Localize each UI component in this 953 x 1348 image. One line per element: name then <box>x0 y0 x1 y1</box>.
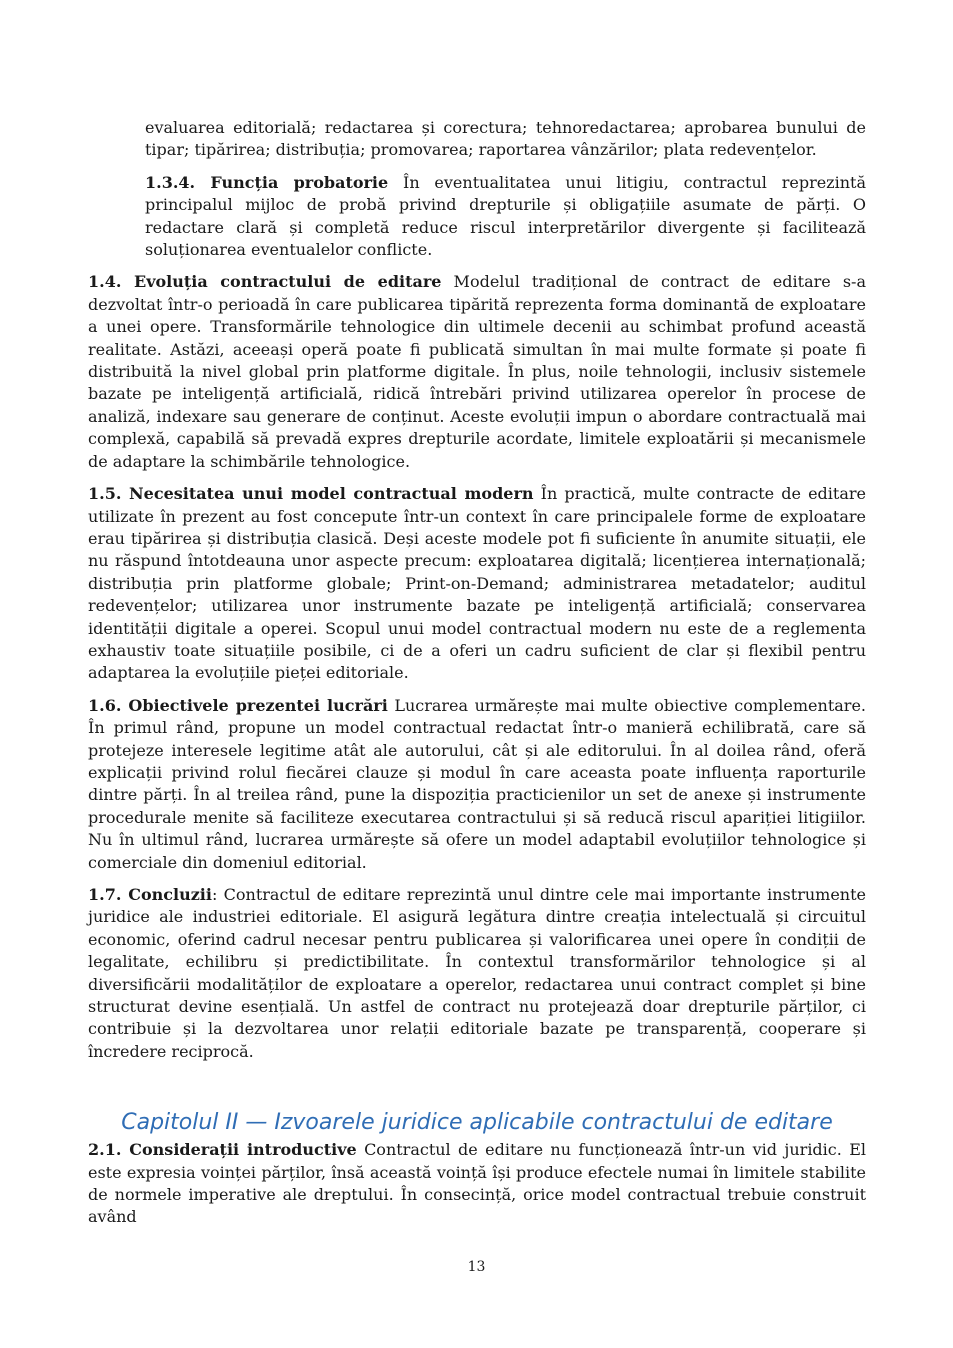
document-page <box>88 117 866 1229</box>
paragraph-text: Contractul de editare nu funcționează într-un vid juridic. El este expresia voinței părților, însă această voință își produce efectele numai în limitele stabilite de normele imperative ale dreptului. În consecință, orice model contractual trebuie construit având <box>88 1140 867 1227</box>
paragraph-1-3-3-continuation <box>145 117 866 162</box>
paragraph-text: Lucrarea urmărește mai multe obiective complementare. În primul rând, propune un model contractual redactat într-o manieră echilibrată, care să protejeze interesele legitime atât ale autorului, cât și ale editorului. În al doilea rând, oferă explicații privind rolul fiecărei clauze și modul în care aceasta poate influența raporturile dintre părți. În al treilea rând, pune la dispoziția practicienilor un set de anexe și instrumente procedurale menite să faciliteze executarea contractului și să reducă riscul apariției litigiilor. Nu în ultimul rând, lucrarea urmărește să ofere un model adaptabil evoluțiilor tehnologice și comerciale din domeniul editorial. <box>88 695 866 872</box>
paragraph-text: evaluarea editorială; redactarea și corectura; tehnoredactarea; aprobarea bunului de tipar; tipărirea; distribuția; promovarea; raportarea vânzărilor; plata redevențelor. <box>145 118 866 160</box>
chapter-title: Capitolul II — Izvoarele juridice aplicabile contractului de editare <box>121 1110 833 1136</box>
section-heading-1-6: 1.6. Obiectivele prezentei lucrări <box>88 695 388 715</box>
paragraph-text: În eventualitatea unui litigiu, contractul reprezintă principalul mijloc de probă privind drepturile și obligațiile asumate de părți. O redactare clară și completă reduce riscul interpretărilor divergente și facilitează soluționarea eventualelor conflicte. <box>145 172 867 260</box>
page-number: 13 <box>467 1259 486 1275</box>
paragraph-text: În practică, multe contracte de editare utilizate în prezent au fost concepute într-un context în care principalele forme de exploatare erau tipărirea și distribuția clasică. Deși aceste modele pot fi suficiente în anumite situații, ele nu răspund întotdeauna unor aspecte precum: exploatarea digitală; licențierea internațională; distribuția prin platforme globale; Print-on-Demand; administrarea metadatelor; auditul redevențelor; utilizarea unor instrumente bazate pe inteligență artificială; conservarea identității digitale a operei. Scopul unui model contractual modern nu este de a reglementa exhaustiv toate situațiile posibile, ci de a oferi un cadru suficient de clar și flexibil pentru adaptarea la evoluțiile pieței editoriale. <box>88 484 867 683</box>
paragraph-1-3-4 <box>145 172 866 262</box>
section-heading-1-3-4: 1.3.4. Funcția probatorie <box>145 172 389 192</box>
paragraph-1-5 <box>88 483 866 685</box>
paragraph-2-1 <box>88 1139 866 1229</box>
section-heading-1-4: 1.4. Evoluția contractului de editare <box>88 272 442 292</box>
paragraph-text: Modelul tradițional de contract de editare s-a dezvoltat într-o perioadă în care publicarea tipărită reprezenta forma dominantă de exploatare a unei opere. Transformările tehnologice din ultimele decenii au schimbat profund această realitate. Astăzi, aceeași operă poate fi publicată simultan în mai multe formate și poate fi distribuită la nivel global prin platforme digitale. În plus, noile tehnologii, inclusiv sistemele bazate pe inteligență artificială, ridică întrebări privind utilizarea operelor în procese de analiză, indexare sau generare de conținut. Aceste evoluții impun o abordare contractuală mai complexă, capabilă să prevadă expres drepturile acordate, limitele exploatării și mecanismele de adaptare la schimbările tehnologice. <box>88 272 866 471</box>
paragraph-text: : Contractul de editare reprezintă unul dintre cele mai importante instrumente juridice ale industriei editoriale. El asigură legătura dintre creația intelectuală și circuitul economic, oferind cadrul necesar pentru publicarea și valorificarea unei opere în condiții de legalitate, echilibru și predictibilitate. În contextul transformărilor tehnologice și al diversificării modalităților de exploatare a operelor, redactarea unui contract complet și bine structurat devine esențială. Un astfel de contract nu protejează doar drepturile părților, ci contribuie și la dezvoltarea unor relații editoriale bazate pe transparență, cooperare și încredere reciprocă. <box>88 885 866 1061</box>
section-heading-1-5: 1.5. Necesitatea unui model contractual modern <box>88 484 534 504</box>
paragraph-1-6 <box>88 695 866 874</box>
section-heading-1-7: 1.7. Concluzii <box>88 885 212 904</box>
section-heading-2-1: 2.1. Considerații introductive <box>88 1140 357 1160</box>
paragraph-1-4 <box>88 271 866 473</box>
paragraph-1-7 <box>88 884 866 1063</box>
